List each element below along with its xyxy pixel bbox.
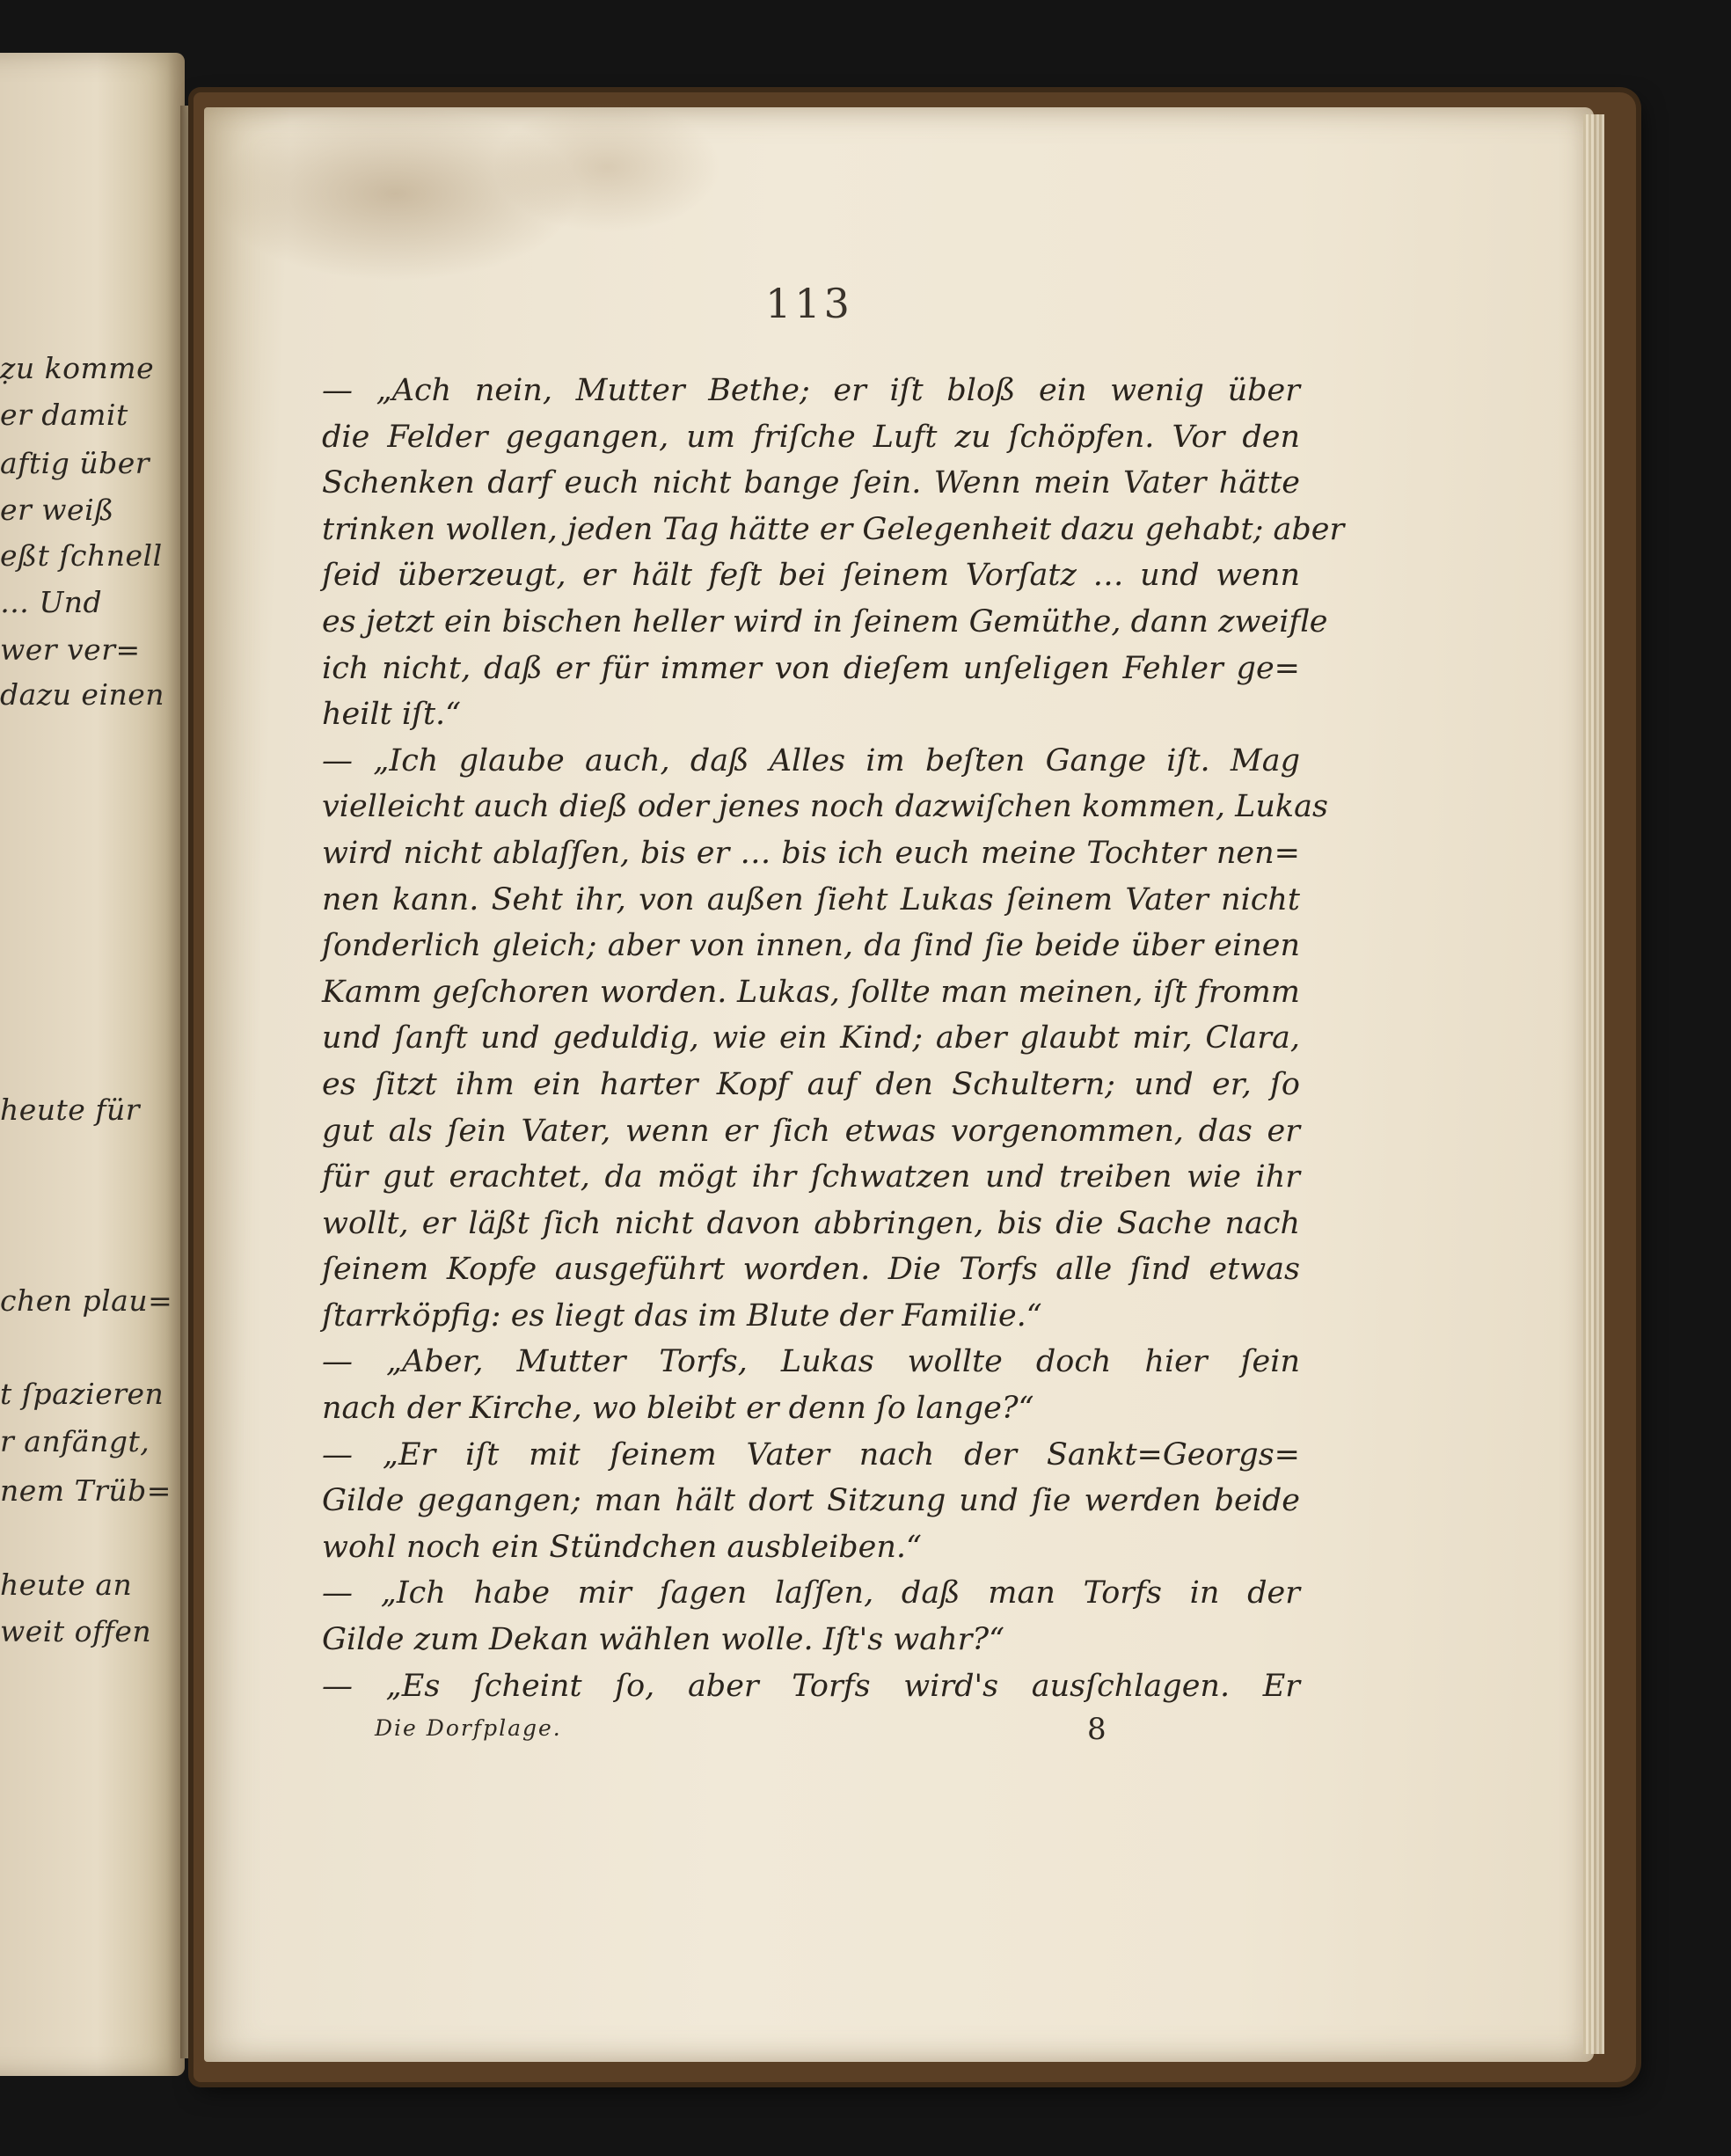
facing-page-fragment: dazu einen <box>0 677 165 712</box>
facing-page-fragment: aftig über <box>0 446 150 480</box>
text-line: wohl noch ein Stündchen ausbleiben.“ <box>322 1529 922 1565</box>
text-line: für gut erachtet, da mögt ihr ſchwatzen und treiben wie ihr <box>322 1159 1300 1195</box>
facing-page-fragment: ẓu komme <box>0 351 155 385</box>
text-line: ſeid überzeugt, er hält feſt bei ſeinem Vorſatz … und wenn <box>322 558 1300 594</box>
text-line: — „Aber, Mutter Torfs, Lukas wollte doch hier ſein <box>322 1344 1300 1380</box>
text-line: trinken wollen, jeden Tag hätte er Gelegenheit dazu gehabt; aber <box>322 511 1345 547</box>
facing-page-fragment: … Und <box>0 585 103 619</box>
text-line: — „Es ſcheint ſo, aber Torfs wird's ausſchlagen. Er <box>322 1668 1300 1704</box>
text-line: es ſitzt ihm ein harter Kopf auf den Schultern; und er, ſo <box>322 1066 1300 1102</box>
text-line: wird nicht ablaſſen, bis er … bis ich euch meine Tochter nen= <box>322 835 1300 871</box>
text-line: — „Ach nein, Mutter Bethe; er iſt bloß ein wenig über <box>322 373 1300 408</box>
facing-page-fragment: nem Trüb= <box>0 1473 172 1508</box>
text-line: heilt iſt.“ <box>322 697 462 733</box>
signature-mark: Die Dorfplage. <box>375 1715 562 1741</box>
text-line: wollt, er läßt ſich nicht davon abbringen, bis die Sache nach <box>322 1205 1300 1241</box>
text-line: nen kann. Seht ihr, von außen ſieht Lukas ſeinem Vater nicht <box>322 881 1300 917</box>
facing-page-fragment: r anfängt, <box>0 1424 150 1458</box>
sheet-number: 8 <box>1087 1712 1107 1747</box>
text-line: und ſanft und geduldig, wie ein Kind; aber glaubt mir, Clara, <box>322 1020 1300 1056</box>
text-line: vielleicht auch dieß oder jenes noch dazwiſchen kommen, Lukas <box>322 789 1328 825</box>
text-line: Schenken darf euch nicht bange ſein. Wenn mein Vater hätte <box>322 465 1300 501</box>
facing-page-fragment: heute für <box>0 1093 141 1127</box>
facing-page-fragment: eßt ſchnell <box>0 538 163 573</box>
page-edges <box>1583 114 1604 2054</box>
facing-page-fragment: chen plau= <box>0 1283 173 1318</box>
text-line: ſonderlich gleich; aber von innen, da ſind ſie beide über einen <box>322 928 1300 964</box>
facing-page-fragment: wer ver= <box>0 632 141 667</box>
text-line: — „Ich habe mir ſagen laſſen, daß man Torfs in der <box>322 1575 1300 1612</box>
facing-page-fragment: er weiß <box>0 493 114 527</box>
text-line: nach der Kirche, wo bleibt er denn ſo lange?“ <box>322 1391 1034 1427</box>
text-line: Kamm geſchoren worden. Lukas, ſollte man meinen, iſt fromm <box>322 974 1300 1010</box>
text-line: — „Er iſt mit ſeinem Vater nach der Sankt=Georgs= <box>322 1436 1300 1473</box>
text-line: Gilde gegangen; man hält dort Sitzung und ſie werden beide <box>322 1483 1300 1519</box>
text-line: ſtarrköpfig: es liegt das im Blute der Familie.“ <box>322 1297 1042 1334</box>
text-line: es jetzt ein bischen heller wird in ſeinem Gemüthe, dann zweifle <box>322 603 1328 639</box>
text-line: — „Ich glaube auch, daß Alles im beſten Gange iſt. Mag <box>322 742 1300 778</box>
facing-page-fragment: t ſpazieren <box>0 1377 164 1411</box>
facing-page-fragment: er damit <box>0 398 128 432</box>
body-text <box>322 368 1345 1709</box>
text-line: die Felder gegangen, um friſche Luft zu ſchöpfen. Vor den <box>322 419 1300 455</box>
page-footer <box>322 1712 1300 1759</box>
text-line: Gilde zum Dekan wählen wolle. Iſt's wahr?“ <box>322 1622 1005 1658</box>
facing-page-fragment: heute an <box>0 1568 133 1602</box>
text-line: ich nicht, daß er für immer von dieſem unſeligen Fehler ge= <box>322 650 1300 686</box>
page-number: 113 <box>765 280 853 327</box>
facing-page-fragment: weit offen <box>0 1614 152 1648</box>
text-line: gut als ſein Vater, wenn er ſich etwas vorgenommen, das er <box>322 1113 1300 1149</box>
text-line: ſeinem Kopfe ausgeführt worden. Die Torfs alle ſind etwas <box>322 1252 1300 1288</box>
